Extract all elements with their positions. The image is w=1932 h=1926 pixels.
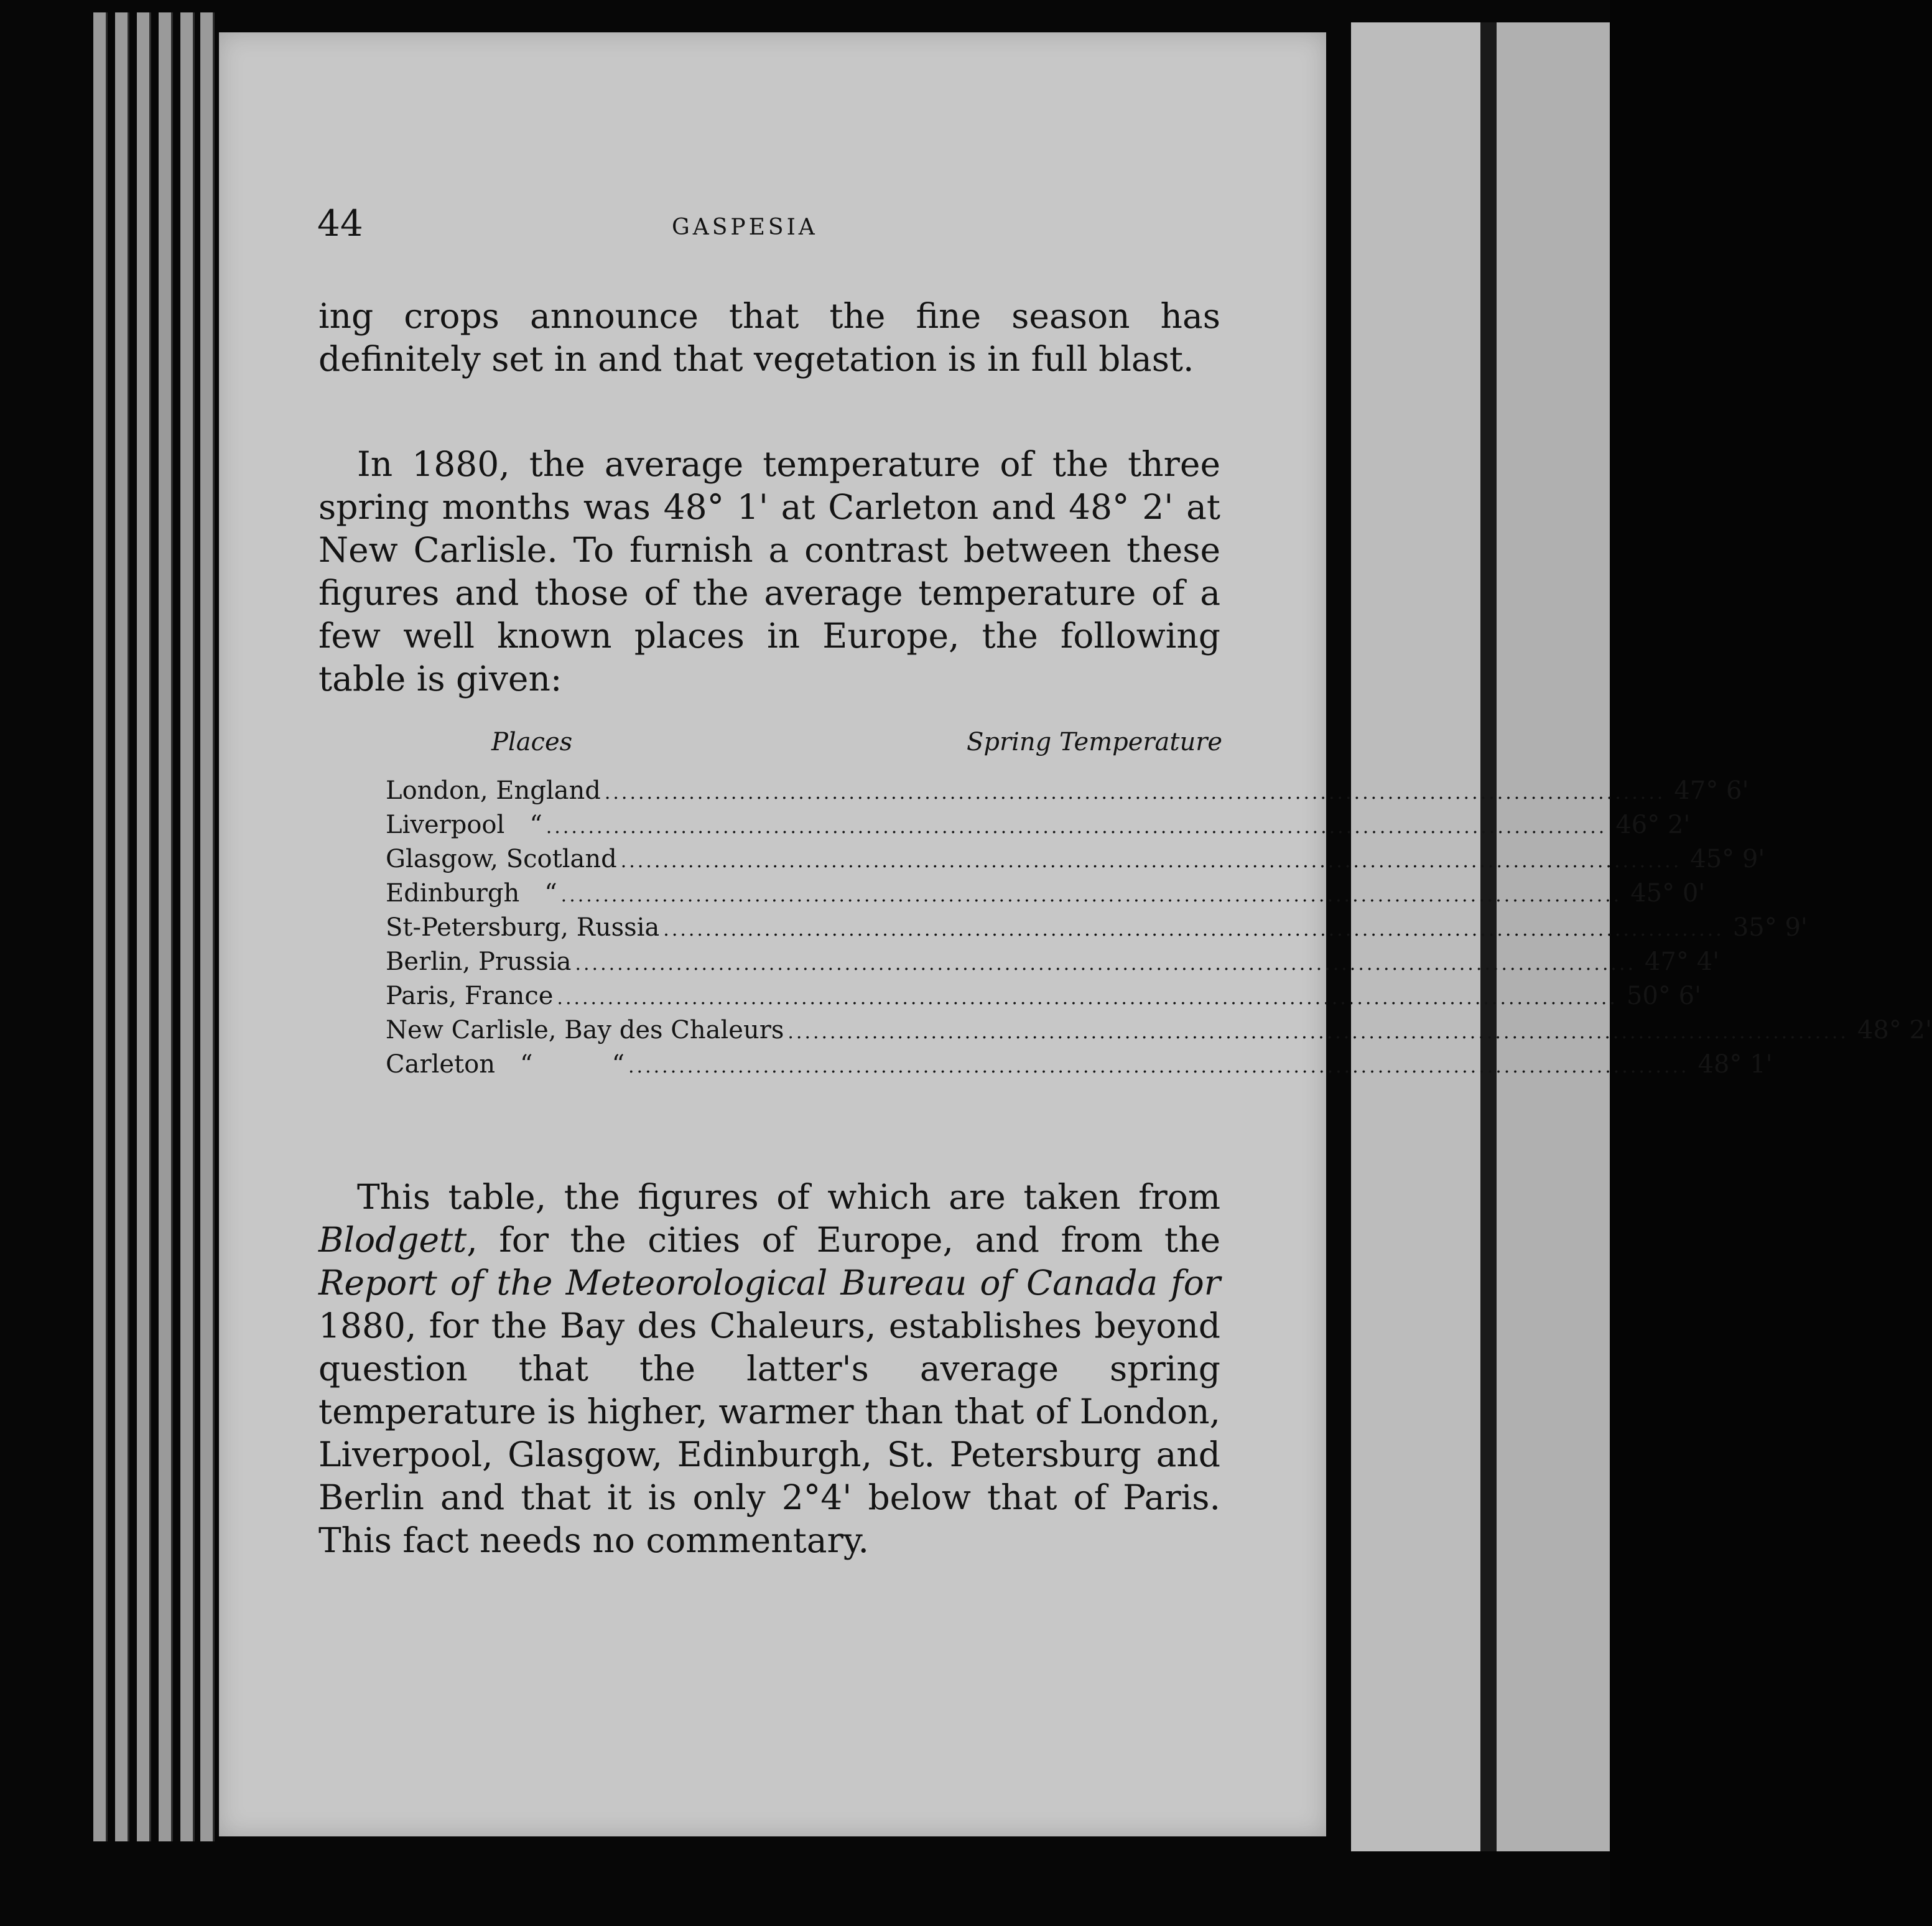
spring-temperature: 47° 4' xyxy=(1645,947,1720,976)
place-name: Glasgow, Scotland xyxy=(386,845,617,873)
paragraph-text: This table, the figures of which are taken from xyxy=(357,1177,1220,1217)
page-number: 44 xyxy=(317,202,363,244)
ditto-mark: “ xyxy=(544,879,557,908)
table-row xyxy=(386,982,1702,1015)
leader-dots: .............................................................................................................................. xyxy=(557,987,1618,1009)
spring-temperature: 50° 6' xyxy=(1626,982,1702,1010)
leader-dots: .............................................................................................................................. xyxy=(620,850,1682,872)
table-row xyxy=(386,1050,1773,1084)
table-row xyxy=(386,811,1691,844)
table-row xyxy=(386,845,1765,878)
leader-dots: .............................................................................................................................. xyxy=(604,782,1666,804)
paragraph-continued: ing crops announce that the fine season has definitely set in and that vegetation is in full blast. xyxy=(318,296,1220,379)
leader-dots: .............................................................................................................................. xyxy=(787,1021,1849,1043)
spring-temperature: 48° 1' xyxy=(1697,1050,1773,1079)
column-header-places: Places xyxy=(491,728,573,756)
table-row xyxy=(386,947,1720,981)
spring-temperature: 45° 0' xyxy=(1630,879,1706,908)
table-row xyxy=(386,913,1808,947)
running-head: GASPESIA xyxy=(672,215,818,240)
page-edge xyxy=(180,12,195,1841)
table-row xyxy=(386,776,1749,810)
place-name: New Carlisle, Bay des Chaleurs xyxy=(386,1016,784,1044)
spring-temperature: 48° 2' xyxy=(1857,1016,1932,1044)
leader-dots: .............................................................................................................................. xyxy=(628,1056,1689,1077)
place-name: Berlin, Prussia xyxy=(386,947,572,976)
paragraph-text: 1880, for the Bay des Chaleurs, establishes beyond question that the latter's average spring temperature is higher, warmer than that of London, Liverpool, Glasgow, Edinburgh, St. Petersburg and Berlin and that it is only 2°4' below that of Paris. This fact needs no commentary. xyxy=(318,1306,1220,1560)
leader-dots: .............................................................................................................................. xyxy=(575,953,1637,975)
page-edge xyxy=(137,12,151,1841)
page-edge xyxy=(115,12,129,1841)
page-edge xyxy=(200,12,215,1841)
leader-dots: .............................................................................................................................. xyxy=(663,919,1724,941)
spring-temperature: 46° 2' xyxy=(1615,811,1691,839)
place-name: Edinburgh xyxy=(386,879,520,908)
place-name: Carleton xyxy=(386,1050,495,1079)
source-citation: Blodgett xyxy=(318,1220,467,1260)
paragraph-intro-table: In 1880, the average temperature of the three spring months was 48° 1' at Carleton and 48° 2' at New Carlisle. To furnish a contrast between these figures and those of the average temperature of a few well known places in Europe, the following table is given: xyxy=(318,444,1220,699)
page-edge xyxy=(159,12,173,1841)
paragraph-text: , for the cities of Europe, and from the xyxy=(467,1220,1220,1260)
table-row xyxy=(386,1016,1932,1049)
place-name: Liverpool xyxy=(386,811,505,839)
ditto-mark: “ “ xyxy=(519,1050,625,1079)
leader-dots: .............................................................................................................................. xyxy=(560,885,1622,906)
spring-temperature: 47° 6' xyxy=(1674,776,1749,805)
paragraph-conclusion xyxy=(318,1176,1220,1562)
spring-temperature: 45° 9' xyxy=(1690,845,1765,873)
page-edge xyxy=(93,12,108,1841)
place-name: St-Petersburg, Russia xyxy=(386,913,660,942)
table-row xyxy=(386,879,1706,913)
leader-dots: .............................................................................................................................. xyxy=(546,816,1607,838)
place-name: Paris, France xyxy=(386,982,554,1010)
place-name: London, England xyxy=(386,776,601,805)
spring-temperature: 35° 9' xyxy=(1732,913,1808,942)
ditto-mark: “ xyxy=(529,811,542,839)
report-title: Report of the Meteorological Bureau of Canada for xyxy=(318,1263,1220,1303)
column-header-temperature: Spring Temperature xyxy=(966,728,1222,756)
